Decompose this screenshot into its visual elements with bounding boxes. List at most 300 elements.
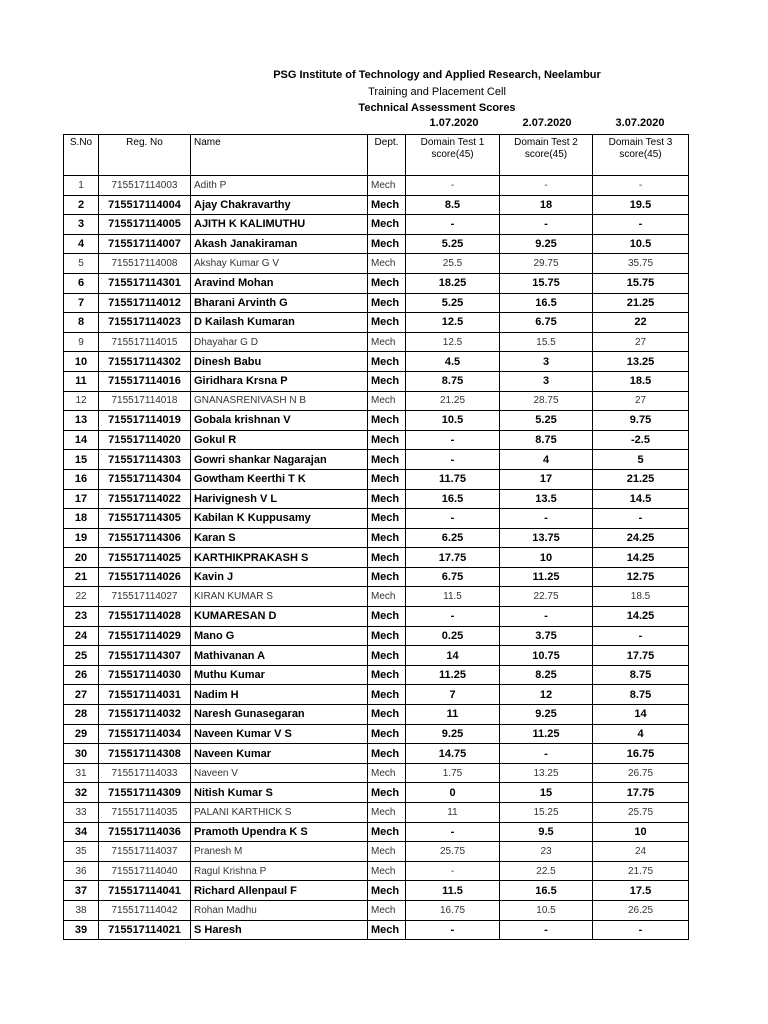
col-sno: S.No: [64, 135, 99, 176]
table-row: [64, 567, 689, 587]
cell-name: Muthu Kumar: [191, 665, 368, 685]
table-row: [64, 352, 689, 372]
cell-sno: 21: [64, 567, 99, 587]
table-row: [64, 665, 689, 685]
cell-sno: 9: [64, 332, 99, 352]
table-row: [64, 411, 689, 431]
cell-dept: Mech: [368, 450, 406, 470]
cell-test2: 9.5: [500, 822, 593, 842]
cell-dept: Mech: [368, 332, 406, 352]
col-dept: Dept.: [368, 135, 406, 176]
date-test-3: 3.07.2020: [615, 117, 665, 129]
cell-test2: 15.25: [500, 803, 593, 823]
cell-test3: -: [593, 215, 689, 235]
cell-test1: -: [406, 430, 500, 450]
cell-dept: Mech: [368, 607, 406, 627]
cell-dept: Mech: [368, 273, 406, 293]
cell-test1: 6.25: [406, 528, 500, 548]
cell-sno: 29: [64, 724, 99, 744]
cell-reg: 715517114008: [99, 254, 191, 274]
cell-dept: Mech: [368, 567, 406, 587]
table-row: [64, 469, 689, 489]
cell-test2: 11.25: [500, 724, 593, 744]
cell-test3: -: [593, 509, 689, 529]
cell-dept: Mech: [368, 646, 406, 666]
cell-test2: 22.75: [500, 587, 593, 607]
cell-test3: 10.5: [593, 234, 689, 254]
cell-test3: 25.75: [593, 803, 689, 823]
cell-test3: 9.75: [593, 411, 689, 431]
cell-name: AJITH K KALIMUTHU: [191, 215, 368, 235]
cell-name: Gowtham Keerthi T K: [191, 469, 368, 489]
cell-test1: 11: [406, 803, 500, 823]
cell-sno: 26: [64, 665, 99, 685]
cell-sno: 31: [64, 763, 99, 783]
cell-sno: 6: [64, 273, 99, 293]
cell-test2: 3.75: [500, 626, 593, 646]
cell-test1: 21.25: [406, 391, 500, 411]
cell-test2: -: [500, 176, 593, 196]
cell-sno: 7: [64, 293, 99, 313]
cell-test3: 8.75: [593, 685, 689, 705]
institute-title: PSG Institute of Technology and Applied Research, Neelambur: [273, 69, 601, 81]
cell-test2: 3: [500, 352, 593, 372]
cell-name: Rohan Madhu: [191, 900, 368, 920]
table-row: [64, 293, 689, 313]
table-row: [64, 822, 689, 842]
cell-test3: 21.75: [593, 861, 689, 881]
cell-test1: 5.25: [406, 234, 500, 254]
cell-dept: Mech: [368, 548, 406, 568]
cell-test3: 14.5: [593, 489, 689, 509]
cell-test1: 14.75: [406, 744, 500, 764]
cell-test1: 11: [406, 705, 500, 725]
table-row: [64, 234, 689, 254]
cell-reg: 715517114306: [99, 528, 191, 548]
cell-reg: 715517114309: [99, 783, 191, 803]
cell-dept: Mech: [368, 881, 406, 901]
cell-test2: 4: [500, 450, 593, 470]
cell-dept: Mech: [368, 705, 406, 725]
table-row: [64, 254, 689, 274]
cell-name: Gokul R: [191, 430, 368, 450]
cell-name: Dhayahar G D: [191, 332, 368, 352]
cell-test3: 35.75: [593, 254, 689, 274]
cell-test2: 15: [500, 783, 593, 803]
table-row: [64, 803, 689, 823]
cell-reg: 715517114003: [99, 176, 191, 196]
cell-test3: 19.5: [593, 195, 689, 215]
cell-test2: -: [500, 607, 593, 627]
cell-sno: 10: [64, 352, 99, 372]
cell-test2: 12: [500, 685, 593, 705]
table-row: [64, 430, 689, 450]
cell-name: Akash Janakiraman: [191, 234, 368, 254]
cell-reg: 715517114033: [99, 763, 191, 783]
table-row: [64, 861, 689, 881]
cell-test3: 17.75: [593, 783, 689, 803]
cell-sno: 35: [64, 842, 99, 862]
cell-test3: 4: [593, 724, 689, 744]
cell-test3: 17.5: [593, 881, 689, 901]
cell-sno: 19: [64, 528, 99, 548]
cell-test1: -: [406, 861, 500, 881]
cell-reg: 715517114303: [99, 450, 191, 470]
table-row: [64, 900, 689, 920]
cell-test1: -: [406, 450, 500, 470]
cell-dept: Mech: [368, 411, 406, 431]
cell-reg: 715517114020: [99, 430, 191, 450]
cell-test3: 15.75: [593, 273, 689, 293]
cell-reg: 715517114028: [99, 607, 191, 627]
cell-reg: 715517114304: [99, 469, 191, 489]
cell-test1: 9.25: [406, 724, 500, 744]
cell-dept: Mech: [368, 234, 406, 254]
cell-dept: Mech: [368, 803, 406, 823]
table-row: [64, 646, 689, 666]
cell-reg: 715517114037: [99, 842, 191, 862]
cell-dept: Mech: [368, 685, 406, 705]
cell-dept: Mech: [368, 626, 406, 646]
cell-test3: 26.75: [593, 763, 689, 783]
cell-test1: 18.25: [406, 273, 500, 293]
cell-test1: 25.75: [406, 842, 500, 862]
cell-reg: 715517114012: [99, 293, 191, 313]
cell-reg: 715517114030: [99, 665, 191, 685]
cell-reg: 715517114305: [99, 509, 191, 529]
cell-test1: -: [406, 607, 500, 627]
cell-sno: 23: [64, 607, 99, 627]
cell-reg: 715517114040: [99, 861, 191, 881]
cell-dept: Mech: [368, 469, 406, 489]
cell-test1: -: [406, 822, 500, 842]
cell-test2: 22.5: [500, 861, 593, 881]
cell-name: GNANASRENIVASH N B: [191, 391, 368, 411]
cell-sno: 32: [64, 783, 99, 803]
cell-sno: 37: [64, 881, 99, 901]
cell-sno: 28: [64, 705, 99, 725]
cell-test3: 14: [593, 705, 689, 725]
cell-test1: 5.25: [406, 293, 500, 313]
cell-name: Richard Allenpaul F: [191, 881, 368, 901]
cell-name: Pranesh M: [191, 842, 368, 862]
cell-test2: 6.75: [500, 313, 593, 333]
cell-test3: 16.75: [593, 744, 689, 764]
cell-test3: 18.5: [593, 371, 689, 391]
cell-test2: -: [500, 744, 593, 764]
cell-reg: 715517114007: [99, 234, 191, 254]
table-row: [64, 391, 689, 411]
cell-reg: 715517114025: [99, 548, 191, 568]
table-row: [64, 881, 689, 901]
cell-name: Ajay Chakravarthy: [191, 195, 368, 215]
cell-test2: -: [500, 509, 593, 529]
table-row: [64, 489, 689, 509]
cell-reg: 715517114021: [99, 920, 191, 940]
cell-test3: 27: [593, 332, 689, 352]
cell-sno: 16: [64, 469, 99, 489]
cell-reg: 715517114035: [99, 803, 191, 823]
cell-name: Mano G: [191, 626, 368, 646]
cell-sno: 20: [64, 548, 99, 568]
cell-name: Bharani Arvinth G: [191, 293, 368, 313]
cell-test1: 4.5: [406, 352, 500, 372]
cell-name: Pramoth Upendra K S: [191, 822, 368, 842]
col-test2: Domain Test 2 score(45): [500, 135, 593, 176]
cell-test2: 28.75: [500, 391, 593, 411]
cell-dept: Mech: [368, 665, 406, 685]
cell-test1: 0: [406, 783, 500, 803]
cell-test2: 15.5: [500, 332, 593, 352]
cell-test2: 13.5: [500, 489, 593, 509]
cell-reg: 715517114034: [99, 724, 191, 744]
cell-reg: 715517114015: [99, 332, 191, 352]
cell-sno: 5: [64, 254, 99, 274]
cell-test3: -: [593, 626, 689, 646]
cell-test1: 11.75: [406, 469, 500, 489]
cell-sno: 25: [64, 646, 99, 666]
cell-dept: Mech: [368, 215, 406, 235]
cell-sno: 39: [64, 920, 99, 940]
cell-reg: 715517114307: [99, 646, 191, 666]
cell-test1: 1.75: [406, 763, 500, 783]
cell-test2: 11.25: [500, 567, 593, 587]
cell-sno: 22: [64, 587, 99, 607]
cell-test2: 13.25: [500, 763, 593, 783]
cell-sno: 15: [64, 450, 99, 470]
cell-test3: 21.25: [593, 469, 689, 489]
table-row: [64, 273, 689, 293]
cell-test2: 13.75: [500, 528, 593, 548]
cell-name: Kabilan K Kuppusamy: [191, 509, 368, 529]
cell-test1: 8.75: [406, 371, 500, 391]
cell-test1: 8.5: [406, 195, 500, 215]
cell-name: Karan S: [191, 528, 368, 548]
cell-test2: 17: [500, 469, 593, 489]
table-row: [64, 724, 689, 744]
cell-test1: 16.75: [406, 900, 500, 920]
cell-sno: 1: [64, 176, 99, 196]
cell-test1: 11.5: [406, 881, 500, 901]
cell-reg: 715517114042: [99, 900, 191, 920]
cell-dept: Mech: [368, 195, 406, 215]
date-test-1: 1.07.2020: [429, 117, 479, 129]
table-row: [64, 450, 689, 470]
table-row: [64, 783, 689, 803]
cell-test1: -: [406, 215, 500, 235]
cell-name: Giridhara Krsna P: [191, 371, 368, 391]
cell-sno: 27: [64, 685, 99, 705]
cell-reg: 715517114032: [99, 705, 191, 725]
cell-dept: Mech: [368, 822, 406, 842]
cell-sno: 24: [64, 626, 99, 646]
cell-name: Naresh Gunasegaran: [191, 705, 368, 725]
cell-sno: 14: [64, 430, 99, 450]
cell-sno: 36: [64, 861, 99, 881]
cell-test2: 8.75: [500, 430, 593, 450]
table-row: [64, 705, 689, 725]
date-test-2: 2.07.2020: [522, 117, 572, 129]
table-row: [64, 332, 689, 352]
cell-dept: Mech: [368, 587, 406, 607]
col-name: Name: [191, 135, 368, 176]
cell-dept: Mech: [368, 391, 406, 411]
cell-test2: 29.75: [500, 254, 593, 274]
cell-test2: 18: [500, 195, 593, 215]
cell-test3: -2.5: [593, 430, 689, 450]
cell-reg: 715517114302: [99, 352, 191, 372]
cell-test3: 26.25: [593, 900, 689, 920]
table-row: [64, 842, 689, 862]
table-row: [64, 313, 689, 333]
cell-reg: 715517114308: [99, 744, 191, 764]
cell-sno: 3: [64, 215, 99, 235]
cell-test3: -: [593, 920, 689, 940]
col-reg: Reg. No: [99, 135, 191, 176]
cell-test2: 10.5: [500, 900, 593, 920]
table-row: [64, 587, 689, 607]
cell-test1: -: [406, 509, 500, 529]
cell-reg: 715517114018: [99, 391, 191, 411]
table-row: [64, 195, 689, 215]
table-row: [64, 744, 689, 764]
cell-test2: 8.25: [500, 665, 593, 685]
cell-name: Harivignesh V L: [191, 489, 368, 509]
cell-name: S Haresh: [191, 920, 368, 940]
cell-sno: 4: [64, 234, 99, 254]
cell-name: KARTHIKPRAKASH S: [191, 548, 368, 568]
col-test3: Domain Test 3 score(45): [593, 135, 689, 176]
cell-sno: 38: [64, 900, 99, 920]
cell-name: Ragul Krishna P: [191, 861, 368, 881]
cell-test3: 17.75: [593, 646, 689, 666]
cell-name: Dinesh Babu: [191, 352, 368, 372]
cell-test2: 15.75: [500, 273, 593, 293]
cell-test2: 10: [500, 548, 593, 568]
cell-test3: -: [593, 176, 689, 196]
cell-sno: 2: [64, 195, 99, 215]
table-row: [64, 626, 689, 646]
cell-sno: 17: [64, 489, 99, 509]
cell-test3: 18.5: [593, 587, 689, 607]
cell-test1: 14: [406, 646, 500, 666]
cell-name: Akshay Kumar G V: [191, 254, 368, 274]
cell-sno: 8: [64, 313, 99, 333]
cell-test3: 13.25: [593, 352, 689, 372]
cell-dept: Mech: [368, 783, 406, 803]
cell-test3: 10: [593, 822, 689, 842]
cell-reg: 715517114004: [99, 195, 191, 215]
cell-sno: 11: [64, 371, 99, 391]
cell-dept: Mech: [368, 352, 406, 372]
cell-test3: 14.25: [593, 607, 689, 627]
cell-test2: 10.75: [500, 646, 593, 666]
table-row: [64, 176, 689, 196]
cell-test3: 8.75: [593, 665, 689, 685]
cell-reg: 715517114029: [99, 626, 191, 646]
cell-reg: 715517114022: [99, 489, 191, 509]
cell-test1: 11.5: [406, 587, 500, 607]
cell-sno: 30: [64, 744, 99, 764]
cell-test2: 9.25: [500, 705, 593, 725]
cell-dept: Mech: [368, 489, 406, 509]
header-row: [64, 135, 689, 176]
table-row: [64, 371, 689, 391]
cell-dept: Mech: [368, 920, 406, 940]
cell-test2: 16.5: [500, 293, 593, 313]
cell-dept: Mech: [368, 176, 406, 196]
cell-dept: Mech: [368, 293, 406, 313]
cell-subtitle: Training and Placement Cell: [368, 86, 506, 98]
table-row: [64, 920, 689, 940]
cell-test2: 5.25: [500, 411, 593, 431]
cell-test3: 14.25: [593, 548, 689, 568]
cell-test1: 12.5: [406, 332, 500, 352]
cell-dept: Mech: [368, 724, 406, 744]
cell-dept: Mech: [368, 763, 406, 783]
cell-name: Mathivanan A: [191, 646, 368, 666]
cell-dept: Mech: [368, 430, 406, 450]
cell-test3: 21.25: [593, 293, 689, 313]
table-row: [64, 763, 689, 783]
cell-name: Gobala krishnan V: [191, 411, 368, 431]
cell-sno: 34: [64, 822, 99, 842]
cell-name: D Kailash Kumaran: [191, 313, 368, 333]
cell-name: PALANI KARTHICK S: [191, 803, 368, 823]
cell-test1: -: [406, 920, 500, 940]
cell-reg: 715517114005: [99, 215, 191, 235]
cell-dept: Mech: [368, 842, 406, 862]
cell-test1: 11.25: [406, 665, 500, 685]
cell-name: KUMARESAN D: [191, 607, 368, 627]
cell-dept: Mech: [368, 371, 406, 391]
cell-test3: 24.25: [593, 528, 689, 548]
cell-reg: 715517114019: [99, 411, 191, 431]
cell-test2: 16.5: [500, 881, 593, 901]
cell-test1: 6.75: [406, 567, 500, 587]
cell-name: Nadim H: [191, 685, 368, 705]
cell-test1: 16.5: [406, 489, 500, 509]
cell-test1: 12.5: [406, 313, 500, 333]
cell-name: Nitish Kumar S: [191, 783, 368, 803]
table-row: [64, 215, 689, 235]
cell-name: Naveen Kumar: [191, 744, 368, 764]
scores-table: [63, 134, 689, 940]
cell-test1: 10.5: [406, 411, 500, 431]
cell-test1: 0.25: [406, 626, 500, 646]
cell-test3: 24: [593, 842, 689, 862]
cell-sno: 12: [64, 391, 99, 411]
cell-test1: -: [406, 176, 500, 196]
cell-dept: Mech: [368, 528, 406, 548]
cell-test3: 22: [593, 313, 689, 333]
cell-dept: Mech: [368, 509, 406, 529]
cell-name: Adith P: [191, 176, 368, 196]
sheet-title: Technical Assessment Scores: [358, 102, 516, 114]
cell-reg: 715517114027: [99, 587, 191, 607]
cell-sno: 18: [64, 509, 99, 529]
cell-name: KIRAN KUMAR S: [191, 587, 368, 607]
cell-test1: 17.75: [406, 548, 500, 568]
cell-test2: -: [500, 920, 593, 940]
cell-sno: 33: [64, 803, 99, 823]
table-row: [64, 685, 689, 705]
cell-test2: -: [500, 215, 593, 235]
cell-test1: 7: [406, 685, 500, 705]
table-row: [64, 607, 689, 627]
cell-reg: 715517114016: [99, 371, 191, 391]
cell-dept: Mech: [368, 861, 406, 881]
